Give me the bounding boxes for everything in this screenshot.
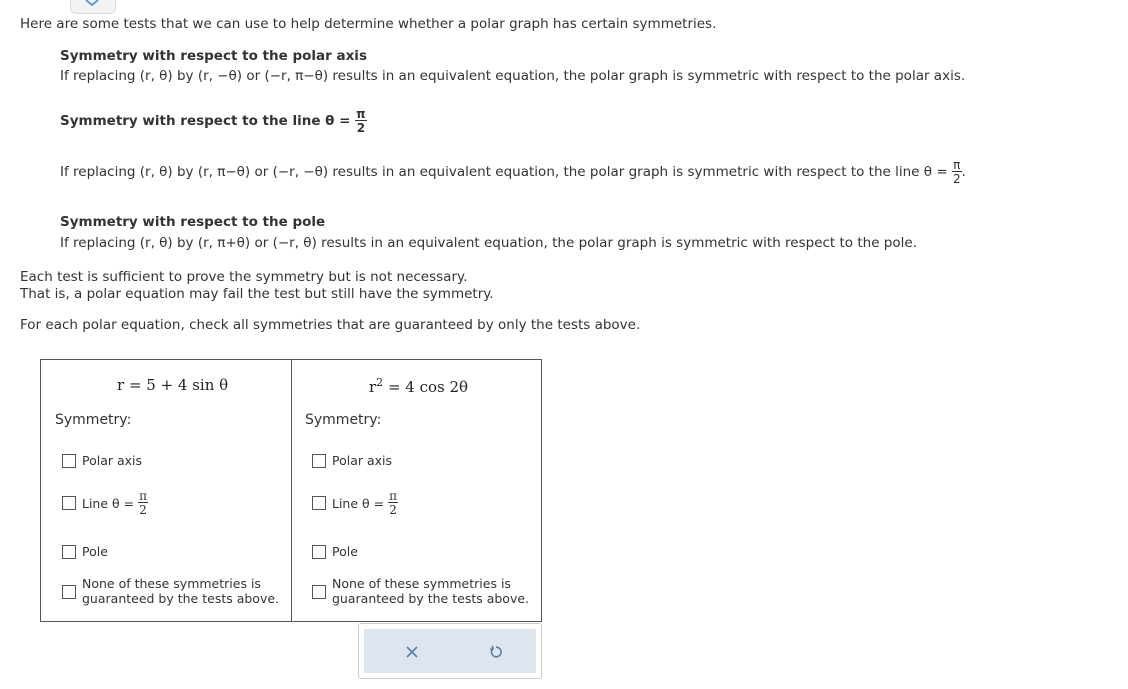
- chevron-down-icon: [84, 0, 100, 7]
- polar-axis-text: If replacing (r, θ) by (r, −θ) or (−r, π−θ) results in an equivalent equation, the polar graph is symmetric with respect to the polar axis.: [60, 68, 966, 84]
- option-none[interactable]: None of these symmetries is guaranteed by the tests above.: [62, 576, 279, 606]
- answer-grid: [40, 359, 542, 622]
- option-polar-axis[interactable]: Polar axis: [312, 453, 392, 468]
- checkbox[interactable]: [62, 585, 76, 599]
- instruction-text: For each polar equation, check all symmetries that are guaranteed by only the tests above.: [20, 317, 641, 333]
- checkbox[interactable]: [62, 545, 76, 559]
- equation-2: $r^2 = 4$ cos 2θ: [369, 376, 469, 396]
- pi-over-2-fraction: $\frac{\pi}{2}$: [389, 489, 397, 517]
- line-heading: Symmetry with respect to the line θ = $\frac{\pi}{2}$: [60, 107, 366, 135]
- pi-over-2-fraction: $\frac{\pi}{2}$: [139, 489, 147, 517]
- checkbox[interactable]: [62, 496, 76, 510]
- pi-over-2-fraction: $\frac{\pi}{2}$: [952, 158, 961, 186]
- checkbox[interactable]: [62, 454, 76, 468]
- checkbox[interactable]: [312, 585, 326, 599]
- undo-icon: [489, 645, 503, 659]
- option-pole[interactable]: Pole: [62, 544, 108, 559]
- toolbar-panel: [364, 629, 536, 673]
- checkbox[interactable]: [312, 496, 326, 510]
- symmetry-label: Symmetry:: [55, 412, 132, 428]
- pole-text: If replacing (r, θ) by (r, π+θ) or (−r, θ) results in an equivalent equation, the polar graph is symmetric with respect to the pole.: [60, 235, 917, 251]
- option-line[interactable]: Line θ = $\frac{\pi}{2}$: [312, 490, 398, 516]
- reset-button[interactable]: [485, 641, 507, 663]
- checkbox[interactable]: [312, 545, 326, 559]
- intro-text: Here are some tests that we can use to help determine whether a polar graph has certain symmetries.: [20, 16, 717, 32]
- collapse-tab[interactable]: [70, 0, 116, 14]
- option-pole[interactable]: Pole: [312, 544, 358, 559]
- option-polar-axis[interactable]: Polar axis: [62, 453, 142, 468]
- checkbox[interactable]: [312, 454, 326, 468]
- x-icon: [406, 646, 418, 658]
- option-none[interactable]: None of these symmetries is guaranteed by the tests above.: [312, 576, 529, 606]
- problem-cell-1: [41, 360, 292, 621]
- line-text: If replacing (r, θ) by (r, π−θ) or (−r, −θ) results in an equivalent equation, the polar graph is symmetric with respect to the line θ = $\frac{\pi}{2}$ .: [60, 158, 966, 186]
- option-line[interactable]: Line θ = $\frac{\pi}{2}$: [62, 490, 148, 516]
- pole-heading: Symmetry with respect to the pole: [60, 214, 326, 230]
- polar-axis-heading: Symmetry with respect to the polar axis: [60, 48, 367, 64]
- answer-toolbar: [358, 623, 542, 679]
- clear-button[interactable]: [401, 641, 423, 663]
- note-line-2: That is, a polar equation may fail the test but still have the symmetry.: [20, 286, 494, 302]
- symmetry-label: Symmetry:: [305, 412, 382, 428]
- note-line-1: Each test is sufficient to prove the symmetry but is not necessary.: [20, 269, 468, 285]
- pi-over-2-fraction: $\frac{\pi}{2}$: [356, 107, 366, 135]
- problem-cell-2: [291, 360, 541, 621]
- equation-1: r = 5 + 4 sin θ: [117, 376, 229, 394]
